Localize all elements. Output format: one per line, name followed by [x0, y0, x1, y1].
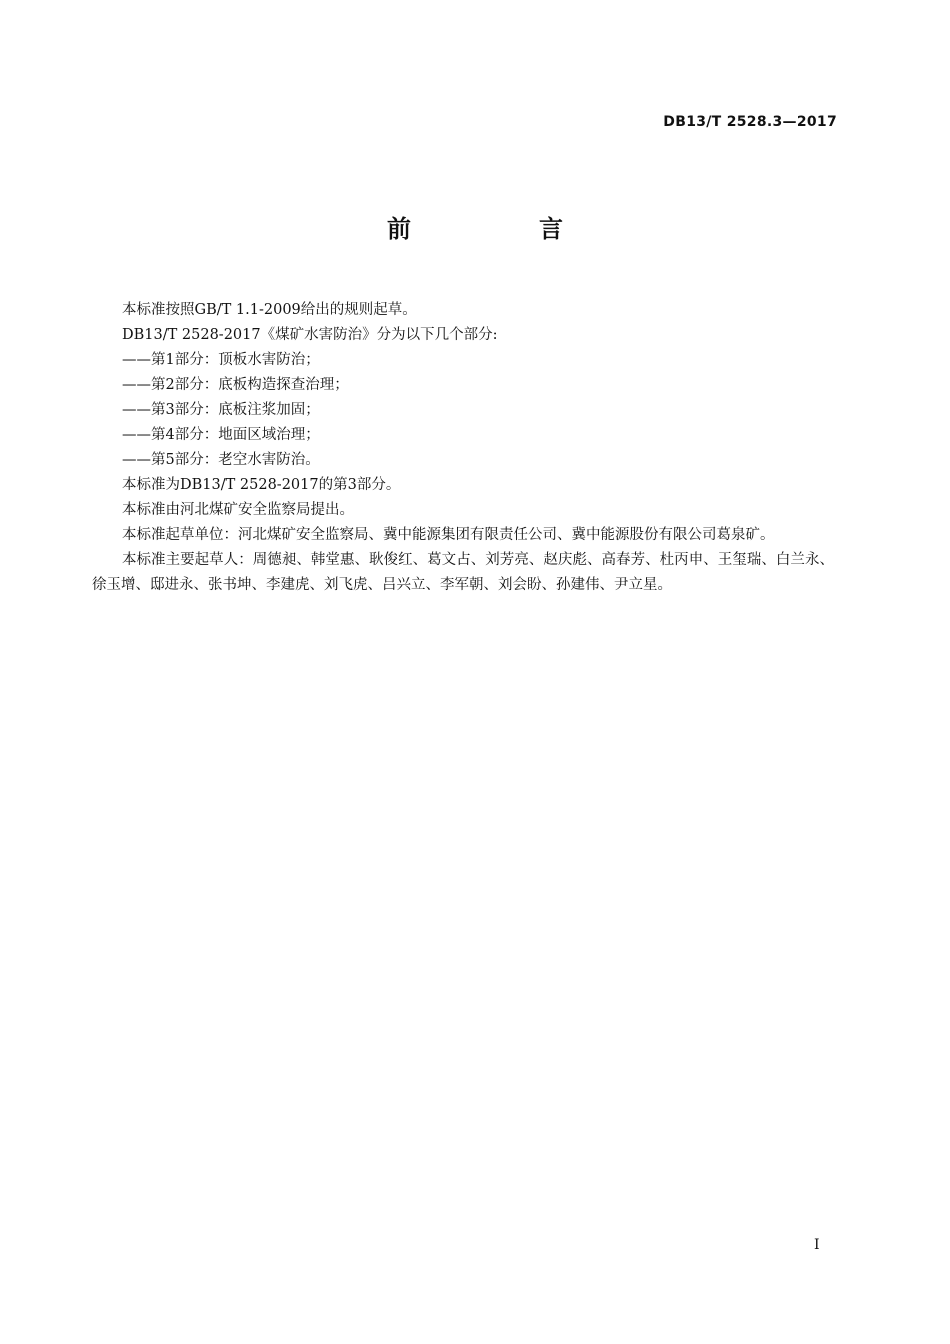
- foreword-body: [92, 298, 834, 598]
- paragraph-part-statement: 本标准为DB13/T 2528-2017的第3部分。: [122, 477, 401, 493]
- page-number: I: [814, 1237, 820, 1253]
- paragraph-parts-intro: DB13/T 2528-2017《煤矿水害防治》分为以下几个部分:: [122, 327, 498, 343]
- parts-list: [92, 348, 834, 473]
- paragraph-drafting-units: 本标准起草单位：河北煤矿安全监察局、冀中能源集团有限责任公司、冀中能源股份有限公司葛泉矿。: [122, 527, 775, 543]
- paragraph-proposer: 本标准由河北煤矿安全监察局提出。: [122, 502, 354, 518]
- list-item: ——第1部分：顶板水害防治；: [122, 352, 320, 368]
- list-item: ——第5部分：老空水害防治。: [122, 452, 320, 468]
- page-title: 前 言: [387, 215, 615, 243]
- list-item: ——第4部分：地面区域治理；: [122, 427, 320, 443]
- paragraph-drafting-rules: 本标准按照GB/T 1.1-2009给出的规则起草。: [122, 302, 417, 318]
- paragraph-drafters: 本标准主要起草人：周德昶、韩堂惠、耿俊红、葛文占、刘芳亮、赵庆彪、高春芳、杜丙申、王玺瑞、白兰永、徐玉增、邸进永、张书坤、李建虎、刘飞虎、吕兴立、李军朝、刘会盼、孙建伟、尹立星。: [92, 552, 834, 593]
- list-item: ——第3部分：底板注浆加固；: [122, 402, 320, 418]
- list-item: ——第2部分：底板构造探查治理；: [122, 377, 349, 393]
- document-code: DB13/T 2528.3—2017: [663, 114, 837, 130]
